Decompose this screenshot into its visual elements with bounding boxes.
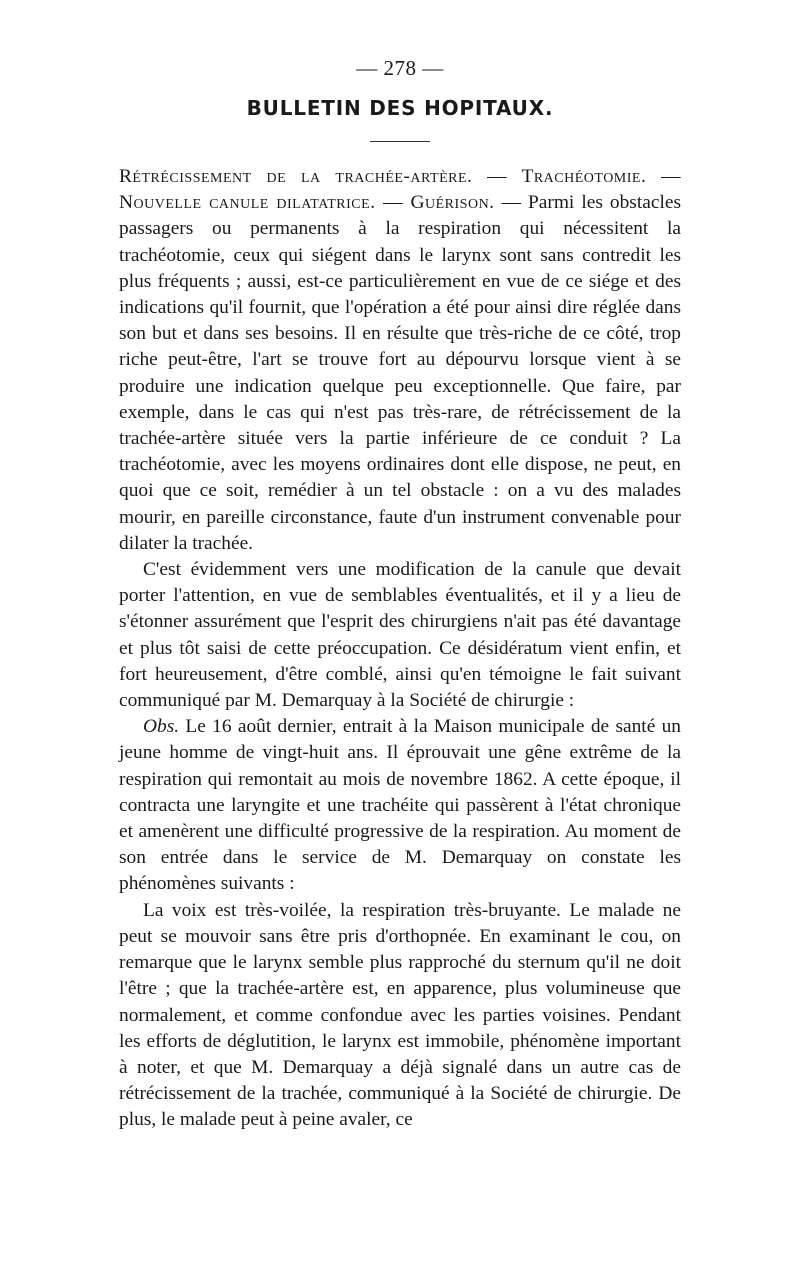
header-rule	[370, 141, 430, 142]
article-paragraph-4: La voix est très-voilée, la respiration très-bruyante. Le malade ne peut se mouvoir sans être pris d'orthopnée. En examinant le cou, on remarque que le larynx semble plus rapproché du sternum qu'il ne doit l'être ; que la trachée-artère est, en apparence, plus volumineuse que normalement, et comme confondue avec les parties voisines. Pendant les efforts de déglutition, le larynx est immobile, phénomène important à noter, et que M. Demarquay a déjà signalé dans un autre cas de rétrécissement de la trachée, communiqué à la Société de chirurgie. De plus, le malade peut à peine avaler, ce	[119, 899, 681, 1131]
article-paragraph-3	[119, 714, 681, 897]
article-body	[119, 164, 681, 1134]
observation-text: Le 16 août dernier, entrait à la Maison municipale de santé un jeune homme de vingt-huit ans. Il éprouvait une gêne extrême de la respiration qui remontait au mois de novembre 1862. A cette époque, il contracta une laryngite et une trachéite qui passèrent à l'état chronique et amenèrent une difficulté progressive de la respiration. Au moment de son entrée dans le service de M. Demarquay on constate les phénomènes suivants :	[119, 716, 681, 895]
article-paragraph-2: C'est évidemment vers une modification de la canule que devait porter l'attention, en vue de semblables éventualités, et il y a lieu de s'étonner assurément que l'esprit des chirurgiens n'ait pas été davantage et plus tôt saisi de cette préoccupation. Ce désidératum vient enfin, et fort heureusement, d'être comblé, ainsi qu'en témoigne le fait suivant communiqué par M. Demarquay à la Société de chirurgie :	[119, 559, 681, 712]
article-heading-part2: Nouvelle canule dilatatrice. — Guérison.	[119, 192, 495, 214]
page-number: — 278 —	[356, 56, 444, 80]
observation-label: Obs.	[143, 716, 180, 738]
article-paragraph-1	[119, 164, 681, 557]
article-heading-part1: Rétrécissement de la trachée-artère. — Trachéotomie. —	[119, 166, 681, 187]
article-lead-text: — Parmi les obstacles passagers ou permanents à la respiration qui nécessitent la trachéotomie, ceux qui siégent dans le larynx sont sans contredit les plus fréquents ; aussi, est-ce particulièrement en vue de ce siége et des indications qu'il fournit, que l'opération a été pour ainsi dire réglée dans son but et dans ses besoins. Il en résulte que très-riche de ce côté, trop riche peut-être, l'art se trouve fort au dépourvu lorsque vient à se produire une indication quelque peu exceptionnelle. Que faire, par exemple, dans le cas qui n'est pas très-rare, de rétrécissement de la trachée-artère située vers la partie inférieure de ce conduit ? La trachéotomie, avec les moyens ordinaires dont elle dispose, ne peut, en quoi que ce soit, remédier à un tel obstacle : on a vu des malades mourir, en pareille circonstance, faute d'un instrument convenable pour dilater la trachée.	[119, 192, 681, 554]
running-head: BULLETIN DES HOPITAUX.	[246, 96, 554, 120]
